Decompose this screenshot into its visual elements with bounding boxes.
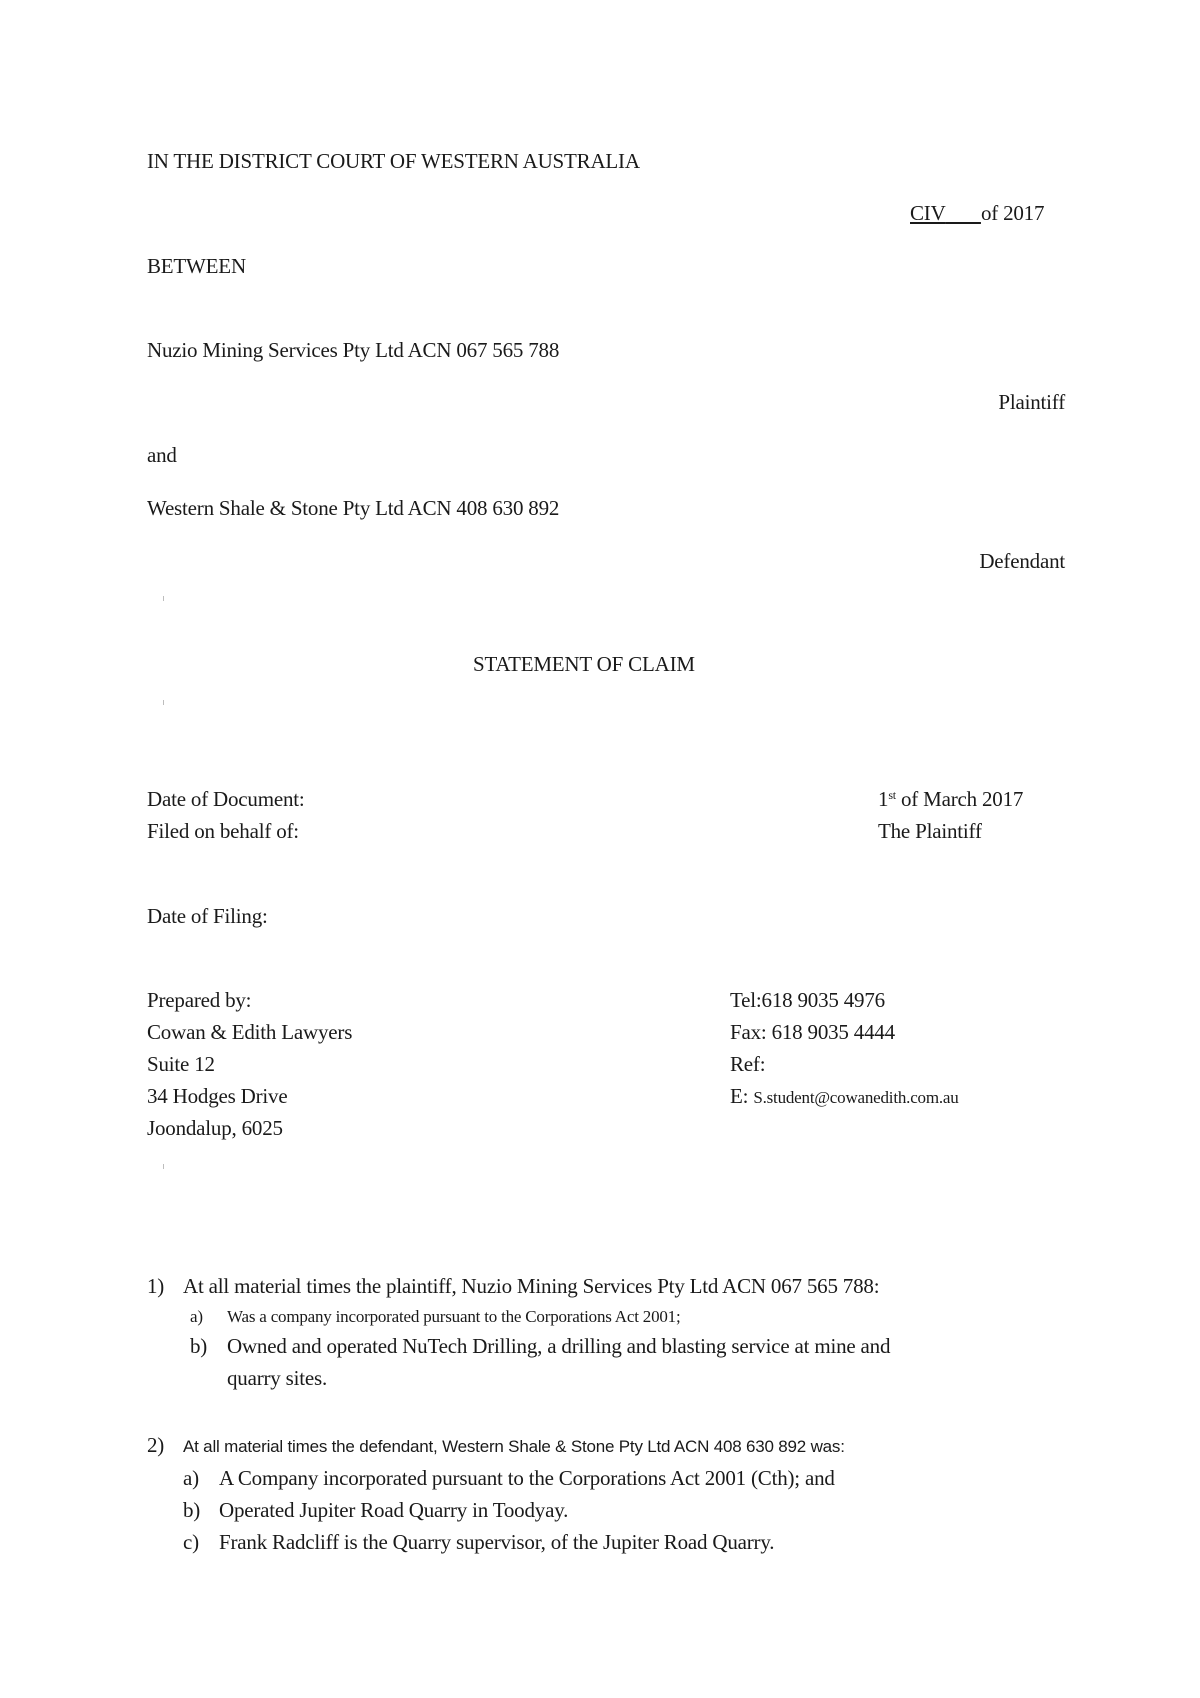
- firm-email-row: [730, 1083, 959, 1111]
- firm-street: 34 Hodges Drive: [147, 1084, 288, 1108]
- claim-1a-letter: a): [190, 1307, 203, 1326]
- claim-1b-continuation: quarry sites.: [227, 1366, 328, 1390]
- paragraph-mark: [163, 1164, 164, 1169]
- and-label: and: [147, 443, 177, 467]
- claim-2b-letter: b): [183, 1498, 201, 1522]
- plaintiff-name: Nuzio Mining Services Pty Ltd ACN 067 565 788: [147, 338, 560, 362]
- email-address: S.student@cowanedith.com.au: [753, 1088, 959, 1107]
- date-of-document-value: [878, 786, 1023, 812]
- plaintiff-label: Plaintiff: [998, 390, 1065, 414]
- claim-2-text: At all material times the defendant, Western Shale & Stone Pty Ltd ACN 408 630 892 was:: [183, 1437, 845, 1456]
- claim-2b-text: Operated Jupiter Road Quarry in Toodyay.: [219, 1498, 569, 1522]
- case-blank: [946, 201, 981, 225]
- date-of-document-label: Date of Document:: [147, 787, 305, 811]
- claim-1b-letter: b): [190, 1334, 208, 1358]
- defendant-name: Western Shale & Stone Pty Ltd ACN 408 630 892: [147, 496, 560, 520]
- claim-1b-text: Owned and operated NuTech Drilling, a drilling and blasting service at mine and: [227, 1334, 891, 1358]
- document-title: STATEMENT OF CLAIM: [473, 652, 695, 676]
- firm-fax: Fax: 618 9035 4444: [730, 1020, 895, 1044]
- court-heading: IN THE DISTRICT COURT OF WESTERN AUSTRALIA: [147, 149, 640, 173]
- filed-on-behalf-value: The Plaintiff: [878, 819, 982, 843]
- firm-tel: Tel:618 9035 4976: [730, 988, 885, 1012]
- claim-2c-text: Frank Radcliff is the Quarry supervisor, of the Jupiter Road Quarry.: [219, 1530, 775, 1554]
- firm-city: Joondalup, 6025: [147, 1116, 283, 1140]
- firm-suite: Suite 12: [147, 1052, 215, 1076]
- claim-1-text: At all material times the plaintiff, Nuzio Mining Services Pty Ltd ACN 067 565 788:: [183, 1274, 880, 1298]
- date-day: 1: [878, 787, 889, 811]
- date-rest: of March 2017: [895, 787, 1024, 811]
- date-of-filing-label: Date of Filing:: [147, 904, 268, 928]
- email-prefix: E:: [730, 1084, 749, 1108]
- claim-2-number: 2): [147, 1433, 165, 1457]
- date-ordinal: st: [888, 788, 896, 802]
- claim-2c-letter: c): [183, 1530, 199, 1554]
- paragraph-mark: [163, 700, 164, 705]
- defendant-label: Defendant: [979, 549, 1065, 573]
- paragraph-mark: [163, 596, 164, 601]
- case-number: [910, 200, 1044, 226]
- claim-2a-letter: a): [183, 1466, 199, 1490]
- case-suffix: of 2017: [980, 201, 1045, 225]
- claim-1a-text: Was a company incorporated pursuant to the Corporations Act 2001;: [227, 1307, 681, 1326]
- firm-ref: Ref:: [730, 1052, 766, 1076]
- firm-name: Cowan & Edith Lawyers: [147, 1020, 353, 1044]
- case-prefix: CIV: [910, 201, 946, 225]
- claim-2a-text: A Company incorporated pursuant to the Corporations Act 2001 (Cth); and: [219, 1466, 835, 1490]
- claim-1-number: 1): [147, 1274, 165, 1298]
- prepared-by-label: Prepared by:: [147, 988, 252, 1012]
- filed-on-behalf-label: Filed on behalf of:: [147, 819, 299, 843]
- between-label: BETWEEN: [147, 254, 246, 278]
